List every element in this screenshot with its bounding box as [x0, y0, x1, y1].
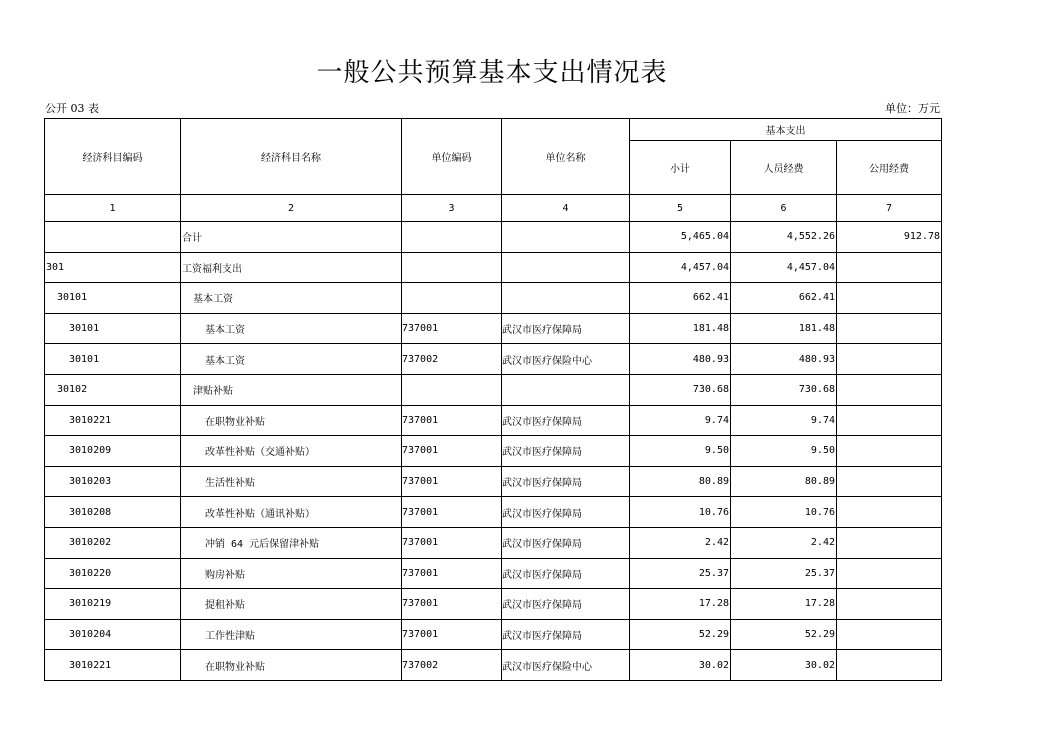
table-row — [45, 222, 942, 253]
cell-personnel: 52.29 — [731, 619, 837, 650]
cell-personnel: 662.41 — [731, 283, 837, 314]
cell-subtotal: 52.29 — [630, 619, 731, 650]
table-row — [45, 650, 942, 681]
cell-unit-code: 737002 — [402, 344, 502, 375]
cell-subtotal: 181.48 — [630, 313, 731, 344]
cell-unit-code: 737001 — [402, 589, 502, 620]
cell-unit-code: 737001 — [402, 313, 502, 344]
cell-public — [837, 252, 942, 283]
cell-public — [837, 405, 942, 436]
cell-public — [837, 527, 942, 558]
header-subtotal: 小计 — [630, 141, 731, 195]
cell-personnel: 2.42 — [731, 527, 837, 558]
table-row — [45, 527, 942, 558]
cell-unit-name: 武汉市医疗保险中心 — [502, 344, 630, 375]
col-number: 1 — [45, 195, 181, 222]
table-row — [45, 436, 942, 467]
cell-unit-name — [502, 283, 630, 314]
cell-personnel: 480.93 — [731, 344, 837, 375]
cell-personnel: 730.68 — [731, 374, 837, 405]
cell-name: 在职物业补贴 — [181, 405, 402, 436]
cell-unit-name: 武汉市医疗保障局 — [502, 405, 630, 436]
header-personnel: 人员经费 — [731, 141, 837, 195]
cell-name: 津贴补贴 — [181, 374, 402, 405]
cell-code: 3010221 — [45, 650, 181, 681]
header-code: 经济科目编码 — [45, 119, 181, 195]
cell-name: 改革性补贴（交通补贴） — [181, 436, 402, 467]
cell-public — [837, 344, 942, 375]
cell-code: 3010220 — [45, 558, 181, 589]
cell-unit-code — [402, 222, 502, 253]
cell-public — [837, 650, 942, 681]
cell-code: 3010203 — [45, 466, 181, 497]
cell-unit-name: 武汉市医疗保障局 — [502, 619, 630, 650]
cell-public — [837, 619, 942, 650]
col-number: 6 — [731, 195, 837, 222]
cell-subtotal: 2.42 — [630, 527, 731, 558]
cell-code: 3010221 — [45, 405, 181, 436]
table-row — [45, 589, 942, 620]
cell-unit-name: 武汉市医疗保障局 — [502, 466, 630, 497]
cell-code: 301 — [45, 252, 181, 283]
table-row — [45, 405, 942, 436]
cell-unit-name: 武汉市医疗保障局 — [502, 527, 630, 558]
cell-subtotal: 17.28 — [630, 589, 731, 620]
cell-subtotal: 662.41 — [630, 283, 731, 314]
cell-code — [45, 222, 181, 253]
report-title: 一般公共预算基本支出情况表 — [316, 58, 668, 88]
cell-code: 3010202 — [45, 527, 181, 558]
header-unit-code: 单位编码 — [402, 119, 502, 195]
cell-personnel: 4,552.26 — [731, 222, 837, 253]
table-row — [45, 466, 942, 497]
cell-unit-code: 737001 — [402, 527, 502, 558]
cell-name: 在职物业补贴 — [181, 650, 402, 681]
cell-code: 3010209 — [45, 436, 181, 467]
cell-code: 30101 — [45, 313, 181, 344]
table-row — [45, 283, 942, 314]
cell-unit-code: 737001 — [402, 497, 502, 528]
table-row — [45, 497, 942, 528]
cell-subtotal: 30.02 — [630, 650, 731, 681]
expenditure-table — [44, 118, 942, 681]
header-basic-expenditure: 基本支出 — [630, 119, 942, 141]
cell-subtotal: 9.50 — [630, 436, 731, 467]
cell-unit-code: 737001 — [402, 466, 502, 497]
cell-personnel: 17.28 — [731, 589, 837, 620]
cell-unit-code — [402, 374, 502, 405]
cell-unit-code: 737001 — [402, 436, 502, 467]
cell-personnel: 9.50 — [731, 436, 837, 467]
col-number: 4 — [502, 195, 630, 222]
cell-unit-name — [502, 374, 630, 405]
cell-personnel: 4,457.04 — [731, 252, 837, 283]
cell-code: 30101 — [45, 283, 181, 314]
cell-unit-name — [502, 252, 630, 283]
cell-unit-name: 武汉市医疗保险中心 — [502, 650, 630, 681]
col-number: 7 — [837, 195, 942, 222]
cell-code: 3010219 — [45, 589, 181, 620]
table-row — [45, 619, 942, 650]
cell-personnel: 25.37 — [731, 558, 837, 589]
cell-subtotal: 9.74 — [630, 405, 731, 436]
cell-name: 工作性津贴 — [181, 619, 402, 650]
cell-name: 基本工资 — [181, 344, 402, 375]
cell-unit-code: 737001 — [402, 405, 502, 436]
cell-code: 3010204 — [45, 619, 181, 650]
col-number: 5 — [630, 195, 731, 222]
cell-unit-name — [502, 222, 630, 253]
cell-subtotal: 5,465.04 — [630, 222, 731, 253]
cell-unit-name: 武汉市医疗保障局 — [502, 558, 630, 589]
table-row — [45, 374, 942, 405]
cell-unit-name: 武汉市医疗保障局 — [502, 313, 630, 344]
cell-public — [837, 313, 942, 344]
cell-unit-code: 737001 — [402, 558, 502, 589]
table-row — [45, 252, 942, 283]
cell-personnel: 181.48 — [731, 313, 837, 344]
cell-name: 基本工资 — [181, 283, 402, 314]
cell-name: 合计 — [181, 222, 402, 253]
header-name: 经济科目名称 — [181, 119, 402, 195]
cell-unit-code — [402, 252, 502, 283]
cell-unit-name: 武汉市医疗保障局 — [502, 589, 630, 620]
table-row — [45, 558, 942, 589]
cell-public: 912.78 — [837, 222, 942, 253]
cell-unit-code — [402, 283, 502, 314]
cell-name: 生活性补贴 — [181, 466, 402, 497]
cell-personnel: 30.02 — [731, 650, 837, 681]
cell-subtotal: 480.93 — [630, 344, 731, 375]
cell-code: 3010208 — [45, 497, 181, 528]
cell-personnel: 10.76 — [731, 497, 837, 528]
cell-unit-code: 737001 — [402, 619, 502, 650]
cell-name: 基本工资 — [181, 313, 402, 344]
cell-personnel: 9.74 — [731, 405, 837, 436]
cell-public — [837, 283, 942, 314]
col-number: 3 — [402, 195, 502, 222]
cell-personnel: 80.89 — [731, 466, 837, 497]
cell-public — [837, 436, 942, 467]
cell-unit-name: 武汉市医疗保障局 — [502, 436, 630, 467]
cell-name: 改革性补贴（通讯补贴） — [181, 497, 402, 528]
cell-public — [837, 466, 942, 497]
cell-code: 30101 — [45, 344, 181, 375]
cell-unit-code: 737002 — [402, 650, 502, 681]
cell-unit-name: 武汉市医疗保障局 — [502, 497, 630, 528]
header-public: 公用经费 — [837, 141, 942, 195]
cell-name: 提租补贴 — [181, 589, 402, 620]
cell-subtotal: 80.89 — [630, 466, 731, 497]
table-row — [45, 313, 942, 344]
cell-public — [837, 497, 942, 528]
cell-code: 30102 — [45, 374, 181, 405]
cell-subtotal: 10.76 — [630, 497, 731, 528]
col-number: 2 — [181, 195, 402, 222]
cell-public — [837, 589, 942, 620]
table-number: 公开 03 表 — [45, 102, 99, 115]
cell-name: 冲销 64 元后保留津补贴 — [181, 527, 402, 558]
cell-public — [837, 558, 942, 589]
cell-public — [837, 374, 942, 405]
cell-name: 购房补贴 — [181, 558, 402, 589]
cell-subtotal: 730.68 — [630, 374, 731, 405]
table-row — [45, 344, 942, 375]
cell-name: 工资福利支出 — [181, 252, 402, 283]
cell-subtotal: 25.37 — [630, 558, 731, 589]
cell-subtotal: 4,457.04 — [630, 252, 731, 283]
unit-label: 单位：万元 — [885, 102, 940, 115]
header-unit-name: 单位名称 — [502, 119, 630, 195]
